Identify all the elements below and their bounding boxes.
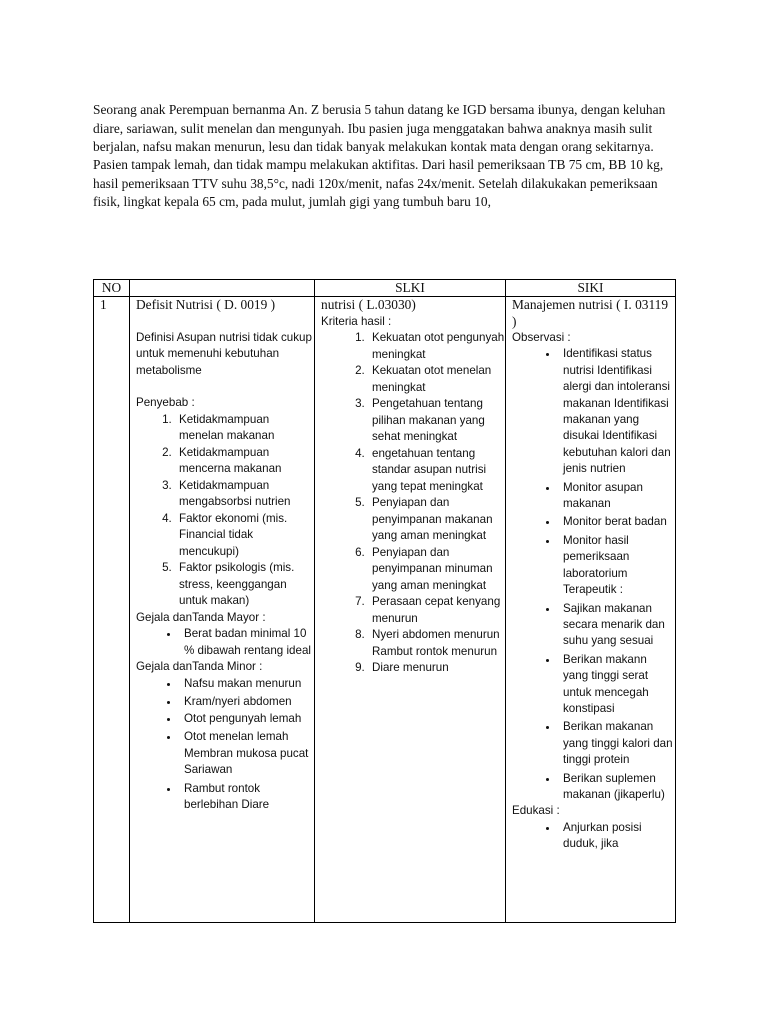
list-item: • Monitor berat badan [559, 514, 675, 530]
list-item: 3. Ketidakmampuan mengabsorbsi nutrien [175, 478, 314, 511]
major-signs-list [136, 626, 314, 659]
diagnosis-cell [130, 297, 315, 923]
list-item: • Berikan makann yang tinggi serat untuk mencegah konstipasi [559, 652, 675, 718]
criteria-list [321, 330, 505, 677]
diagnosis-title: Defisit Nutrisi ( D. 0019 ) [136, 297, 276, 312]
list-item: • Rambut rontok berlebihan Diare [180, 781, 314, 814]
slki-title: nutrisi ( L.03030) [321, 297, 416, 312]
list-item: 7. Perasaan cepat kenyang menurun [368, 594, 505, 627]
list-item: • Berat badan minimal 10 % dibawah rentang ideal [180, 626, 314, 659]
causes-label: Penyebab : [136, 396, 195, 409]
list-item: • Anjurkan posisi duduk, jika [559, 820, 675, 853]
list-item: 2. Kekuatan otot menelan meningkat [368, 363, 505, 396]
header-no: NO [94, 280, 130, 297]
list-item: 4. engetahuan tentang standar asupan nutrisi yang tepat meningkat [368, 446, 505, 496]
list-item: • Sajikan makanan secara menarik dan suhu yang sesuai [559, 601, 675, 650]
list-item: 6. Penyiapan dan penyimpanan minuman yang aman meningkat [368, 545, 505, 595]
list-item: 4. Faktor ekonomi (mis. Financial tidak mencukupi) [175, 511, 314, 561]
list-item: • Berikan makanan yang tinggi kalori dan tinggi protein [559, 719, 675, 768]
minor-signs-list [136, 676, 314, 814]
education-list [512, 820, 675, 853]
table-row [94, 297, 676, 923]
case-description: Seorang anak Perempuan bernanma An. Z berusia 5 tahun datang ke IGD bersama ibunya, dengan keluhan diare, sariawan, sulit menelan dan mengunyah. Ibu pasien juga menggatakan bahwa anaknya masih sulit berjalan, nafsu makan menurun, lesu dan tidak banyak melakukan kontak mata dengan orang sekitarnya. Pasien tampak lemah, dan tidak mampu melakukan aktifitas. Dari hasil pemeriksaan TB 75 cm, BB 10 kg, hasil pemeriksaan TTV suhu 38,5°c, nadi 120x/menit, nafas 24x/menit. Setelah dilakukakan pemeriksaan fisik, lingkat kepala 65 cm, pada mulut, jumlah gigi yang tumbuh baru 10, [93, 102, 666, 209]
slki-cell [315, 297, 506, 923]
header-siki: SIKI [506, 280, 676, 297]
list-item: 5. Faktor psikologis (mis. stress, keenggangan untuk makan) [175, 560, 314, 610]
observation-label: Observasi : [512, 331, 571, 344]
list-item: 8. Nyeri abdomen menurun Rambut rontok menurun [368, 627, 505, 660]
observation-list [512, 346, 675, 803]
row-number: 1 [94, 297, 130, 923]
minor-signs-label: Gejala danTanda Minor : [136, 660, 263, 673]
header-diagnosis [130, 280, 315, 297]
table-header-row [94, 280, 676, 297]
list-item: • Identifikasi status nutrisi Identifikasi alergi dan intoleransi makanan Identifikasi makanan yang disukai Identifikasi kebutuhan kalori dan jenis nutrien [559, 346, 675, 477]
major-signs-label: Gejala danTanda Mayor : [136, 610, 266, 624]
header-slki: SLKI [315, 280, 506, 297]
list-item: • Monitor hasil pemeriksaan laboratorium Terapeutik : [559, 533, 675, 599]
list-item: 5. Penyiapan dan penyimpanan makanan yang aman meningkat [368, 495, 505, 545]
list-item: 3. Pengetahuan tentang pilihan makanan yang sehat meningkat [368, 396, 505, 446]
list-item: • Otot menelan lemah Membran mukosa pucat Sariawan [180, 729, 314, 779]
list-item: • Berikan suplemen makanan (jikaperlu) [559, 771, 675, 804]
education-label: Edukasi : [512, 804, 560, 818]
list-item: • Kram/nyeri abdomen [180, 694, 314, 711]
list-item: • Monitor asupan makanan [559, 480, 675, 513]
siki-cell [506, 297, 676, 923]
criteria-label: Kriteria hasil : [321, 314, 392, 328]
causes-list [136, 412, 314, 610]
list-item: • Otot pengunyah lemah [180, 711, 314, 728]
list-item: 9. Diare menurun [368, 660, 505, 677]
siki-title: Manajemen nutrisi ( I. 03119 ) [512, 297, 669, 329]
list-item: 1. Ketidakmampuan menelan makanan [175, 412, 314, 445]
list-item: 1. Kekuatan otot pengunyah meningkat [368, 330, 505, 363]
list-item: • Nafsu makan menurun [180, 676, 314, 693]
list-item: 2. Ketidakmampuan mencerna makanan [175, 445, 314, 478]
nursing-care-table [93, 279, 676, 923]
diagnosis-definition: Definisi Asupan nutrisi tidak cukup untuk memenuhi kebutuhan metabolisme [136, 330, 312, 377]
